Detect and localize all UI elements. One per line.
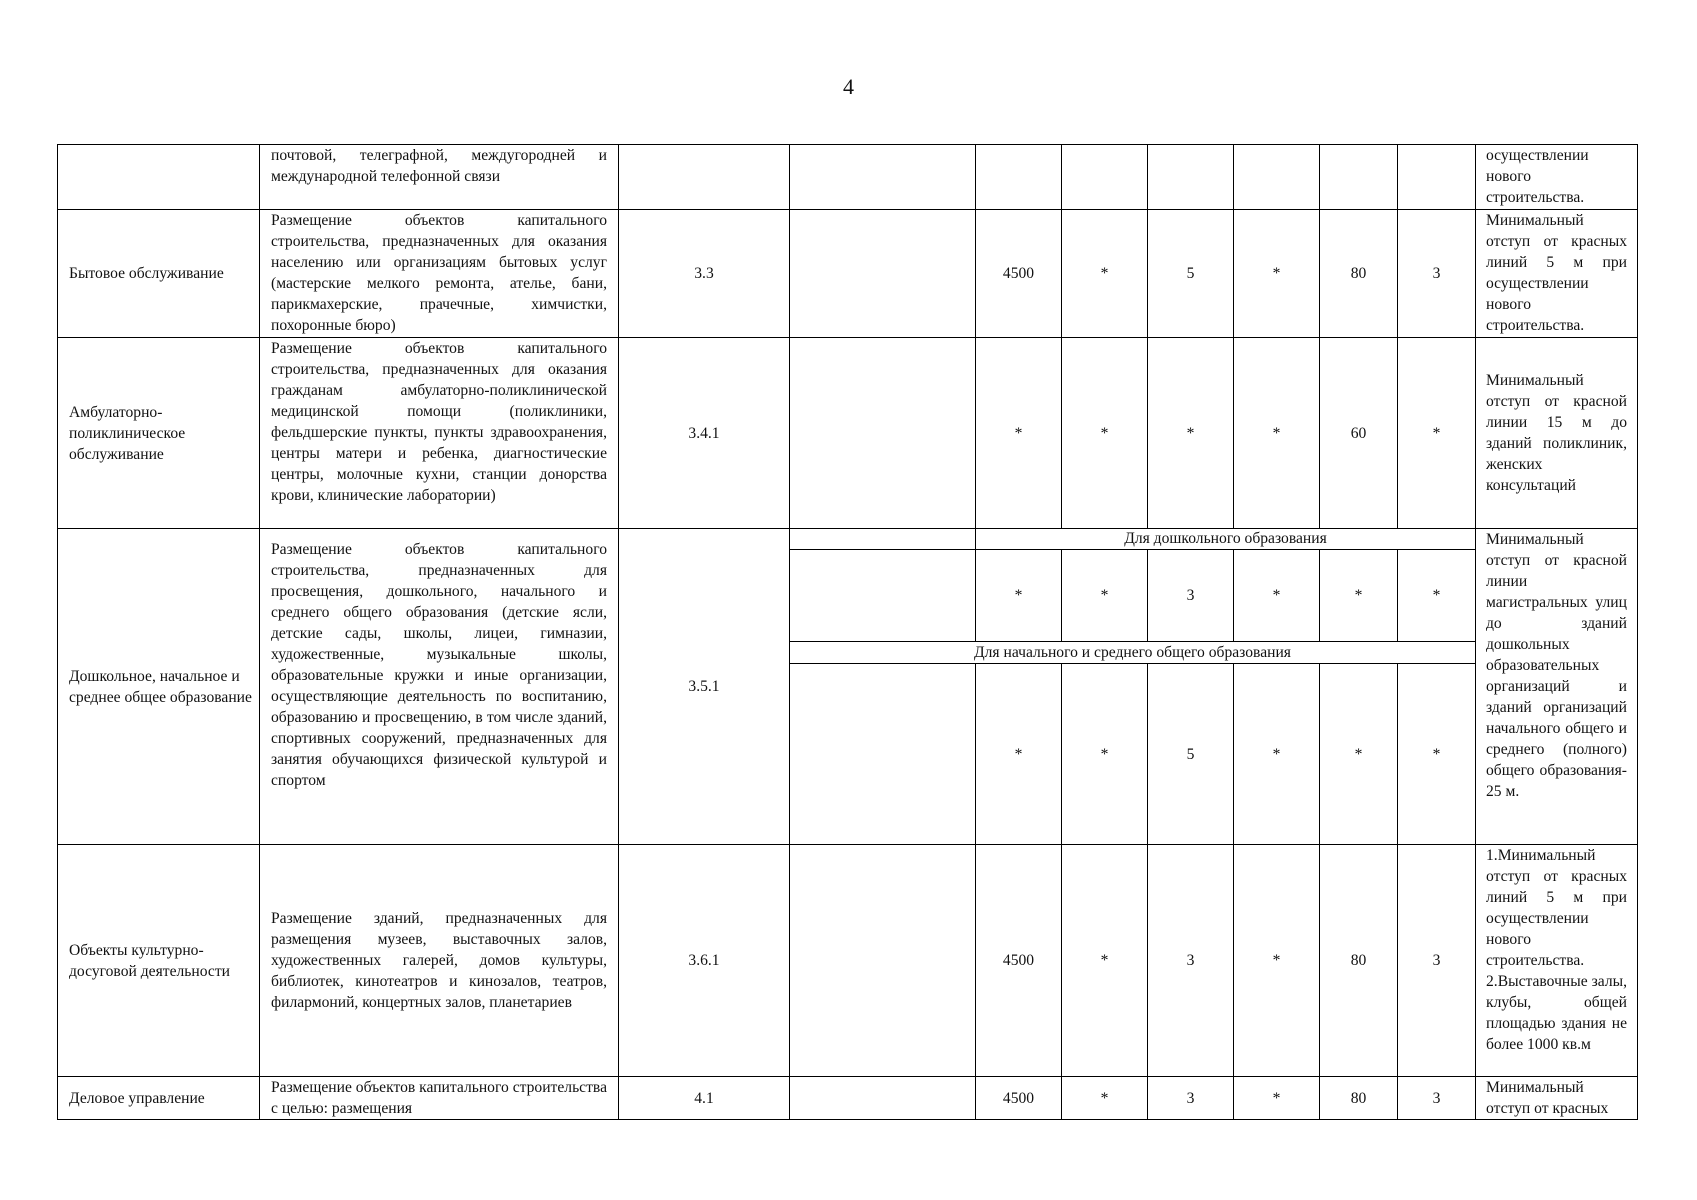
note-cell: Минимальный отступ от красных [1476,1077,1638,1120]
subsection-label-general: Для начального и среднего общего образования [790,642,1476,664]
use-code-cell: 3.3 [619,210,790,338]
page-number: 4 [843,74,854,99]
value-cell [1320,145,1398,210]
table-row [58,338,1638,529]
value-cell: 3 [1148,845,1234,1077]
value-cell: * [1398,550,1476,642]
value-cell: 80 [1320,210,1398,338]
table-row [58,529,1638,550]
value-cell: 4500 [976,210,1062,338]
value-cell [790,664,976,845]
table-row [58,210,1638,338]
use-description-cell: Размещение объектов капитального строительства, предназначенных для оказания гражданам амбулаторно-поликлинической медицинской помощи (поликлиники, фельдшерские пункты, пункты здравоохранения, центры матери и ребенка, диагностические центры, молочные кухни, станции донорства крови, клинические лаборатории) [260,338,619,529]
value-cell: * [1062,210,1148,338]
value-cell: 5 [1148,210,1234,338]
use-name-cell: Амбулаторно-поликлиническое обслуживание [58,338,260,529]
use-code-cell: 3.5.1 [619,529,790,845]
value-cell [1062,145,1148,210]
value-cell: * [1062,664,1148,845]
note-item-2: 2.Выставочные залы, клубы, общей площадью здания не более 1000 кв.м [1486,973,1627,1053]
value-cell: * [1062,1077,1148,1120]
value-cell: * [1398,664,1476,845]
value-cell: * [976,338,1062,529]
value-cell [1398,145,1476,210]
use-description-cell: Размещение объектов капитального строительства с целью: размещения [260,1077,619,1120]
value-cell: * [1234,1077,1320,1120]
use-description-cell: почтовой, телеграфной, междугородней и международной телефонной связи [260,145,619,210]
value-cell: * [976,664,1062,845]
regulation-table [57,144,1638,1120]
value-cell: 3 [1148,1077,1234,1120]
value-cell: 5 [1148,664,1234,845]
table-row [58,845,1638,1077]
use-description-cell: Размещение объектов капитального строительства, предназначенных для просвещения, дошкольного, начального и среднего общего образования (детские ясли, детские сады, школы, лицеи, гимназии, художественные, музыкальные школы, образовательные кружки и иные организации, осуществляющие деятельность по воспитанию, образованию и просвещению, в том числе зданий, спортивных сооружений, предназначенных для занятия обучающихся физической культурой и спортом [260,529,619,845]
value-cell: 80 [1320,845,1398,1077]
use-name-cell: Объекты культурно-досуговой деятельности [58,845,260,1077]
value-cell: * [1320,550,1398,642]
value-cell [790,145,976,210]
value-cell: * [1234,338,1320,529]
value-cell [790,550,976,642]
value-cell [1148,145,1234,210]
value-cell: * [1148,338,1234,529]
value-cell: 3 [1148,550,1234,642]
note-cell: Минимальный отступ от красной линии магистральных улиц до зданий дошкольных образовательных организаций и зданий организаций начального общего и среднего (полного) общего образования- 25 м. [1476,529,1638,845]
value-cell: * [1234,664,1320,845]
value-cell: 80 [1320,1077,1398,1120]
note-cell: Минимальный отступ от красных линий 5 м при осуществлении нового строительства. [1476,210,1638,338]
value-cell: * [1062,550,1148,642]
value-cell: * [1062,845,1148,1077]
use-code-cell [619,145,790,210]
note-cell: Минимальный отступ от красной линии 15 м до зданий поликлиник, женских консультаций [1476,338,1638,529]
value-cell: * [1320,664,1398,845]
value-cell [790,1077,976,1120]
value-cell: 3 [1398,1077,1476,1120]
value-cell: 3 [1398,845,1476,1077]
use-name-cell: Деловое управление [58,1077,260,1120]
value-cell [790,529,976,550]
value-cell: 3 [1398,210,1476,338]
value-cell [790,845,976,1077]
use-name-cell: Дошкольное, начальное и среднее общее образование [58,529,260,845]
use-name-cell: Бытовое обслуживание [58,210,260,338]
use-code-cell: 4.1 [619,1077,790,1120]
value-cell: * [1234,210,1320,338]
subsection-label-preschool: Для дошкольного образования [976,529,1476,550]
value-cell [976,145,1062,210]
value-cell: * [1398,338,1476,529]
note-cell [1476,845,1638,1077]
use-code-cell: 3.4.1 [619,338,790,529]
value-cell [1234,145,1320,210]
table-row [58,145,1638,210]
use-description-cell: Размещение объектов капитального строительства, предназначенных для оказания населению или организациям бытовых услуг (мастерские мелкого ремонта, ателье, бани, парикмахерские, прачечные, химчистки, похоронные бюро) [260,210,619,338]
value-cell [790,338,976,529]
use-code-cell: 3.6.1 [619,845,790,1077]
value-cell: 4500 [976,1077,1062,1120]
use-description-cell: Размещение зданий, предназначенных для размещения музеев, выставочных залов, художественных галерей, домов культуры, библиотек, кинотеатров и кинозалов, театров, филармоний, концертных залов, планетариев [260,845,619,1077]
value-cell: * [1234,845,1320,1077]
note-cell: осуществлении нового строительства. [1476,145,1638,210]
table-row [58,1077,1638,1120]
value-cell [790,210,976,338]
value-cell: * [1062,338,1148,529]
note-item-1: 1.Минимальный отступ от красных линий 5 м при осуществлении нового строительства. [1486,847,1627,969]
value-cell: 4500 [976,845,1062,1077]
use-name-cell [58,145,260,210]
value-cell: * [1234,550,1320,642]
value-cell: * [976,550,1062,642]
value-cell: 60 [1320,338,1398,529]
